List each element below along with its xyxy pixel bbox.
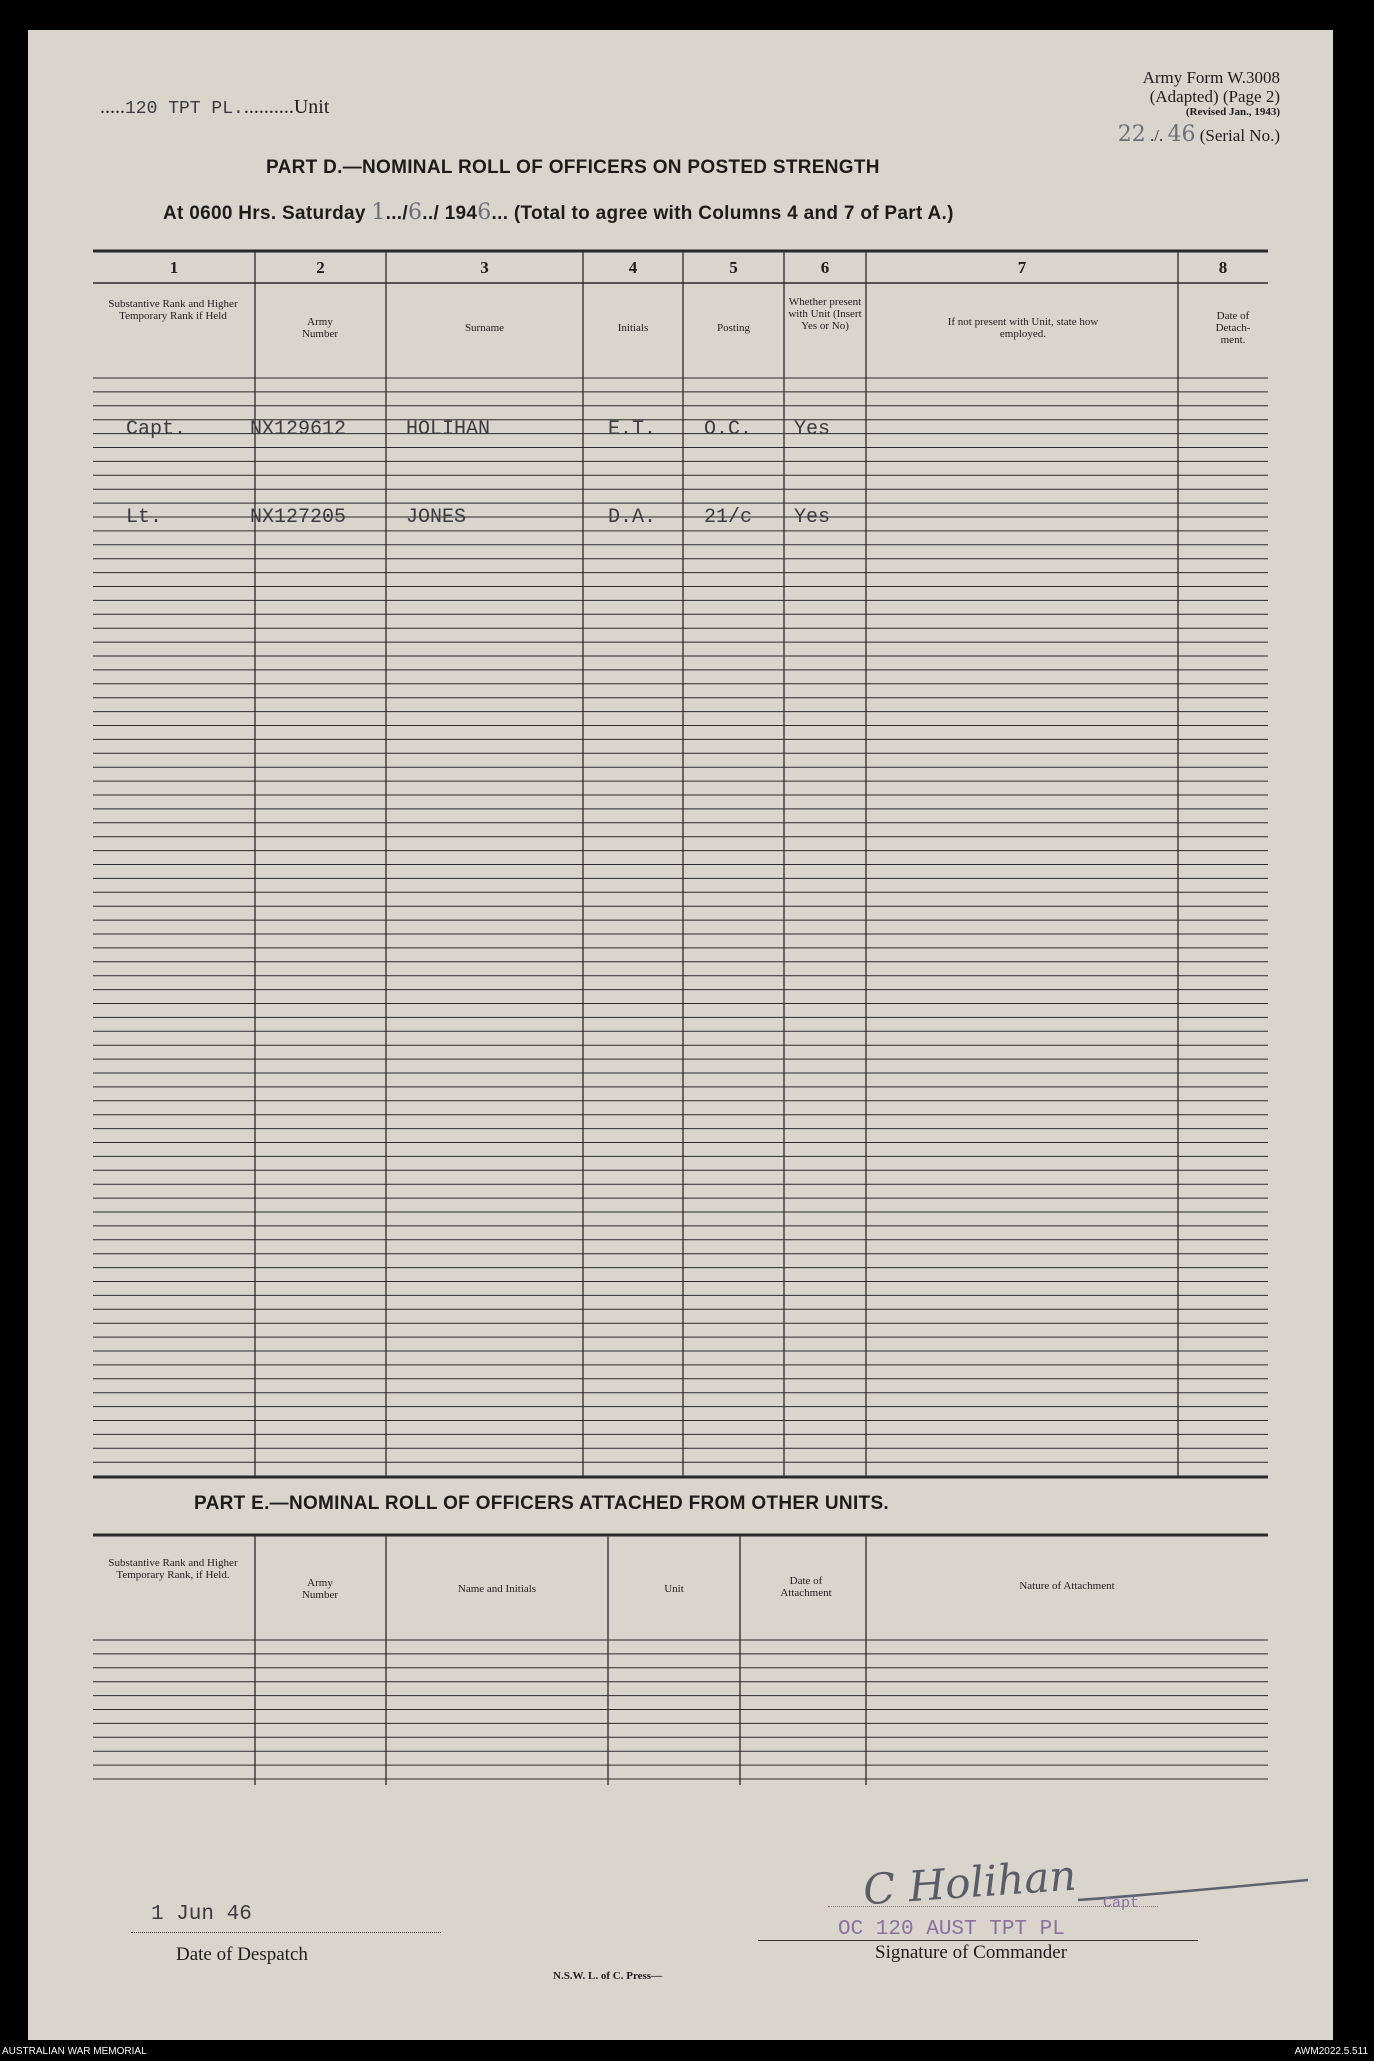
form-name: Army Form W.3008 — [1142, 68, 1280, 87]
e-header-name-initials: Name and Initials — [457, 1583, 537, 1595]
total-note: (Total to agree with Columns 4 and 7 of Part A.) — [513, 203, 954, 224]
col-number-8: 8 — [1218, 258, 1228, 277]
footer-left: AUSTRALIAN WAR MEMORIAL — [2, 2046, 147, 2057]
press-imprint: N.S.W. L. of C. Press— — [553, 1970, 663, 1982]
cell-present: Yes — [794, 418, 831, 441]
col-header-present: Whether present with Unit (Insert Yes or No) — [788, 296, 862, 332]
serial-b: 46 — [1167, 122, 1196, 147]
form-revised: (Revised Jan., 1943) — [1185, 106, 1280, 118]
serial-a: 22 — [1117, 122, 1146, 147]
cell-surname: JONES — [406, 506, 467, 529]
table-row — [28, 418, 1333, 442]
col-number-1: 1 — [169, 258, 179, 277]
cell-rank: Capt. — [126, 418, 187, 441]
commander-rule — [758, 1940, 1198, 1941]
cell-initials: E.T. — [608, 418, 657, 441]
col-number-3: 3 — [480, 258, 489, 277]
cell-surname: HOLIHAN — [406, 418, 491, 441]
col-header-detachment: Date of Detach- ment. — [1215, 310, 1251, 346]
col-header-how-employed: If not present with Unit, state how employed. — [947, 316, 1099, 340]
part-d-date-line: At 0600 Hrs. Saturday 1.../6../ 1946... (Total to agree with Columns 4 and 7 of Part A.) — [163, 200, 954, 225]
form-page — [28, 30, 1333, 2040]
despatch-date-rule — [131, 1932, 441, 1933]
oc-stamp: OC 120 AUST TPT PL — [838, 1918, 1065, 1941]
capt-stamp: Capt — [1103, 1895, 1140, 1912]
col-number-5: 5 — [729, 258, 738, 277]
part-d-title: PART D.—NOMINAL ROLL OF OFFICERS ON POSTED STRENGTH — [266, 157, 880, 178]
col-header-posting: Posting — [716, 322, 750, 334]
unit-value: 120 TPT PL. — [125, 99, 244, 119]
e-header-date-attachment: Date of Attachment — [780, 1575, 832, 1599]
cell-initials: D.A. — [608, 506, 657, 529]
date-day: 1 — [371, 200, 386, 225]
cell-posting: O.C. — [704, 418, 753, 441]
col-number-2: 2 — [316, 258, 325, 277]
part-e-title: PART E.—NOMINAL ROLL OF OFFICERS ATTACHED FROM OTHER UNITS. — [194, 1493, 889, 1514]
unit-line: .....120 TPT PL...........Unit — [100, 96, 330, 119]
commander-signature: C Holihan — [861, 1850, 1078, 1915]
col-header-surname: Surname — [464, 322, 505, 334]
col-header-rank: Substantive Rank and Higher Temporary Rank if Held — [108, 298, 238, 322]
date-year-suffix: 6 — [477, 200, 492, 225]
form-adapted: (Adapted) (Page 2) — [1149, 87, 1280, 106]
signature-label: Signature of Commander — [875, 1942, 1068, 1963]
cell-rank: Lt. — [126, 506, 163, 529]
e-header-army-number: Army Number — [301, 1577, 339, 1601]
serial-label: (Serial No.) — [1199, 126, 1280, 145]
year-prefix: 194 — [444, 203, 478, 224]
col-number-4: 4 — [628, 258, 638, 277]
cell-army-number: NX127205 — [250, 506, 347, 529]
date-month: 6 — [407, 200, 423, 225]
col-number-6: 6 — [820, 258, 830, 277]
e-header-unit: Unit — [664, 1583, 684, 1595]
col-header-army-number: Army Number — [301, 316, 339, 340]
e-header-nature: Nature of Attachment — [1019, 1580, 1115, 1592]
cell-army-number: NX129612 — [250, 418, 347, 441]
table-row — [28, 506, 1333, 530]
col-header-initials: Initials — [617, 322, 649, 334]
despatch-date-label: Date of Despatch — [176, 1944, 308, 1965]
e-header-rank: Substantive Rank and Higher Temporary Rank, if Held. — [108, 1557, 238, 1581]
footer-right: AWM2022.5.511 — [1294, 2046, 1368, 2057]
despatch-date-value: 1 Jun 46 — [151, 1903, 252, 1926]
cell-posting: 21/c — [704, 506, 753, 529]
at-prefix: At 0600 Hrs. Saturday — [163, 203, 366, 224]
cell-present: Yes — [794, 506, 831, 529]
serial-number: 22 ./. 46 (Serial No.) — [1117, 122, 1280, 147]
col-number-7: 7 — [1017, 258, 1027, 277]
unit-label: Unit — [293, 96, 330, 118]
